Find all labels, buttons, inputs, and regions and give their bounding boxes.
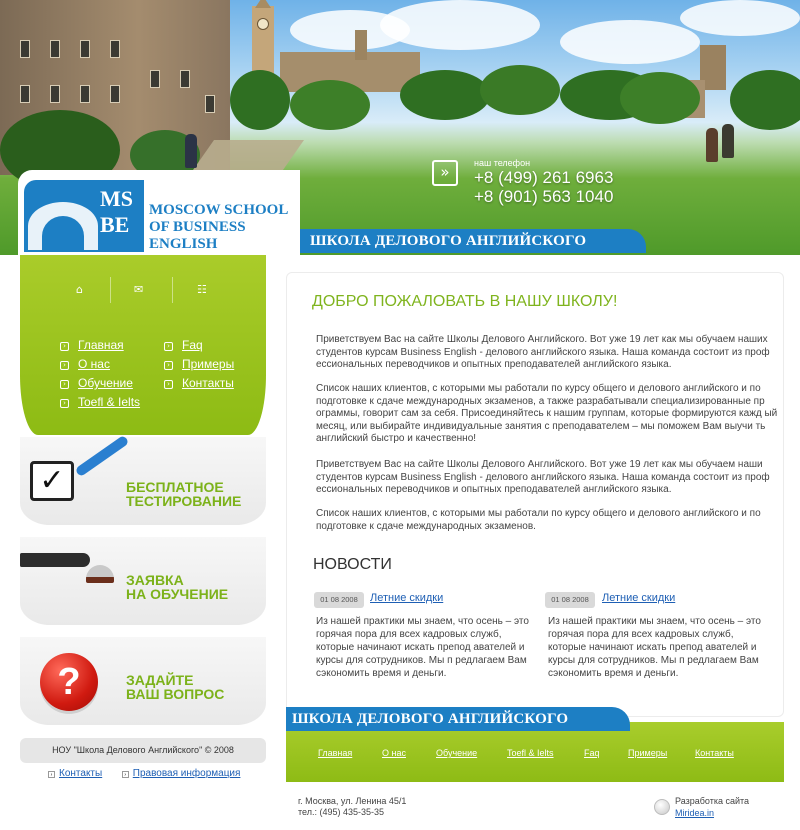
logo-line: OF BUSINESS — [149, 219, 246, 235]
header-ribbon-title: ШКОЛА ДЕЛОВОГО АНГЛИЙСКОГО — [300, 229, 646, 253]
footer-link-home[interactable]: Главная — [318, 748, 353, 758]
arrow-icon: › — [60, 380, 69, 389]
promo-title: БЕСПЛАТНОЕ ТЕСТИРОВАНИЕ — [126, 479, 242, 509]
promo-enroll[interactable] — [20, 537, 266, 625]
home-icon[interactable]: ⌂ — [76, 283, 83, 296]
arrow-icon: › — [60, 399, 69, 408]
phone-line: тел.: (495) 435-35-35 — [298, 807, 385, 817]
arrow-icon: › — [164, 342, 173, 351]
menu-item-faq[interactable]: › Faq — [164, 338, 203, 352]
person-figure — [706, 128, 718, 162]
address-line: г. Москва, ул. Ленина 45/1 — [298, 796, 407, 806]
sitemap-icon[interactable]: ☷ — [197, 283, 207, 296]
menu-item-education[interactable]: › Обучение — [60, 376, 133, 390]
menu-item-about[interactable]: › О нас — [60, 357, 110, 371]
developer-link[interactable]: Miridea.in — [675, 808, 715, 818]
pen-icon — [75, 435, 130, 478]
intro-paragraph: Приветствуем Вас на сайте Школы Делового Английского. Вот уже 19 лет как мы обучаем наши студентов курсам Business English - делового английского языка. Наша команда состоит из проф ессиональных переводчиков и опытных преподавателей английского языка. — [316, 459, 770, 496]
news-link[interactable]: Летние скидки — [370, 592, 444, 604]
quick-icons — [20, 277, 266, 307]
footer-link-faq[interactable]: Faq — [584, 748, 600, 758]
intro-paragraph: Список наших клиентов, с которыми мы работали по курсу общего и делового английского и по подготовке к сдаче международных экзаменов. — [316, 508, 761, 532]
menu-item-examples[interactable]: › Примеры — [164, 357, 234, 371]
intro-paragraph: Приветствуем Вас на сайте Школы Делового Английского. Вот уже 19 лет как мы обучаем наших студентов курсам Business English - делового английского языка. Наша команда состоит из проф ессиональных переводчиков и опытных преподавателей английского языка. — [316, 334, 770, 371]
menu-item-home[interactable]: › Главная — [60, 338, 124, 352]
promo-free-test[interactable] — [20, 437, 266, 525]
news-text: Из нашей практики мы знаем, что осень – это горячая пора для всех кадровых служб, которые начинают искать препод авателей и курсы для сотрудников. Мы п редлагаем Вам сэкономить время и деньги. — [548, 616, 761, 679]
footer-link-about[interactable]: О нас — [382, 748, 406, 758]
arrow-icon: › — [60, 361, 69, 370]
menu-item-toefl[interactable]: › Toefl & Ielts — [60, 395, 140, 409]
logo-line: ENGLISH — [149, 236, 218, 252]
footer-link-education[interactable]: Обучение — [436, 748, 478, 758]
footer-ribbon-title: ШКОЛА ДЕЛОВОГО АНГЛИЙСКОГО — [286, 707, 630, 731]
footer-link-examples[interactable]: Примеры — [628, 748, 668, 758]
news-date: 01 08 2008 — [545, 592, 595, 608]
arrow-icon: › — [164, 380, 173, 389]
menu-item-contacts[interactable]: › Контакты — [164, 376, 234, 390]
arrow-icon: › — [60, 342, 69, 351]
logo[interactable] — [18, 170, 300, 256]
logo-be: BE — [100, 212, 130, 237]
phone-number-2: +8 (901) 563 1040 — [474, 187, 614, 206]
logo-line: MOSCOW SCHOOL — [149, 202, 289, 218]
question-icon: ? — [40, 653, 98, 711]
footer-link-legal[interactable]: Правовая информация — [132, 768, 241, 779]
double-arrow-icon[interactable]: » — [432, 160, 458, 186]
footer-link-contacts[interactable]: Контакты — [59, 768, 103, 779]
person-figure — [722, 124, 734, 158]
news-text: Из нашей практики мы знаем, что осень – это горячая пора для всех кадровых служб, которые начинают искать препод авателей и курсы для сотрудников. Мы п редлагаем Вам сэкономить время и деньги. — [316, 616, 529, 679]
address — [298, 796, 406, 818]
page-title: ДОБРО ПОЖАЛОВАТЬ В НАШУ ШКОЛУ! — [312, 293, 618, 310]
phone-number-1: +8 (499) 261 6963 — [474, 168, 614, 187]
promo-title: ЗАДАЙТЕ ВАШ ВОПРОС — [126, 672, 225, 702]
news-heading: НОВОСТИ — [313, 556, 392, 573]
footer-link-toefl[interactable]: Toefl & Ielts — [507, 748, 554, 758]
news-link[interactable]: Летние скидки — [602, 592, 676, 604]
arrow-icon: › — [48, 771, 55, 778]
mail-icon[interactable]: ✉ — [134, 283, 144, 296]
arrow-icon: › — [164, 361, 173, 370]
intro-paragraph: Список наших клиентов, с которыми мы работали по курсу общего и делового английского и по подготовке к сдаче международных экзаменов, а также разрабатывали специализированные пр ограммы, говорит сам за себя. Присоединяйтесь к нашим группам, которые формируются кажд ый месяц, или выбирайте индивидуальные занятия с преподавателем – мы поможем Вам выучи ть английский быстро и качественно! — [316, 383, 778, 445]
left-column — [0, 255, 286, 830]
copyright: НОУ "Школа Делового Английского" © 2008 — [20, 738, 266, 763]
developer-logo-icon — [654, 799, 670, 815]
developer-label: Разработка сайта — [675, 796, 750, 806]
left-footer-links — [48, 768, 240, 779]
arrow-icon: › — [122, 771, 129, 778]
phone-label: наш телефон — [474, 158, 531, 168]
checkbox-icon: ✓ — [30, 461, 74, 501]
promo-title: ЗАЯВКА НА ОБУЧЕНИЕ — [126, 572, 229, 602]
logo-text — [149, 202, 299, 253]
logo-ms: MS — [100, 186, 133, 211]
person-figure — [185, 134, 197, 168]
footer-link-contacts[interactable]: Контакты — [695, 748, 734, 758]
logo-mark — [24, 180, 144, 252]
big-ben-tower — [252, 6, 274, 76]
news-date: 01 08 2008 — [314, 592, 364, 608]
promo-ask-question[interactable] — [20, 637, 266, 725]
bell-icon — [86, 565, 114, 583]
hand-icon — [20, 553, 90, 567]
